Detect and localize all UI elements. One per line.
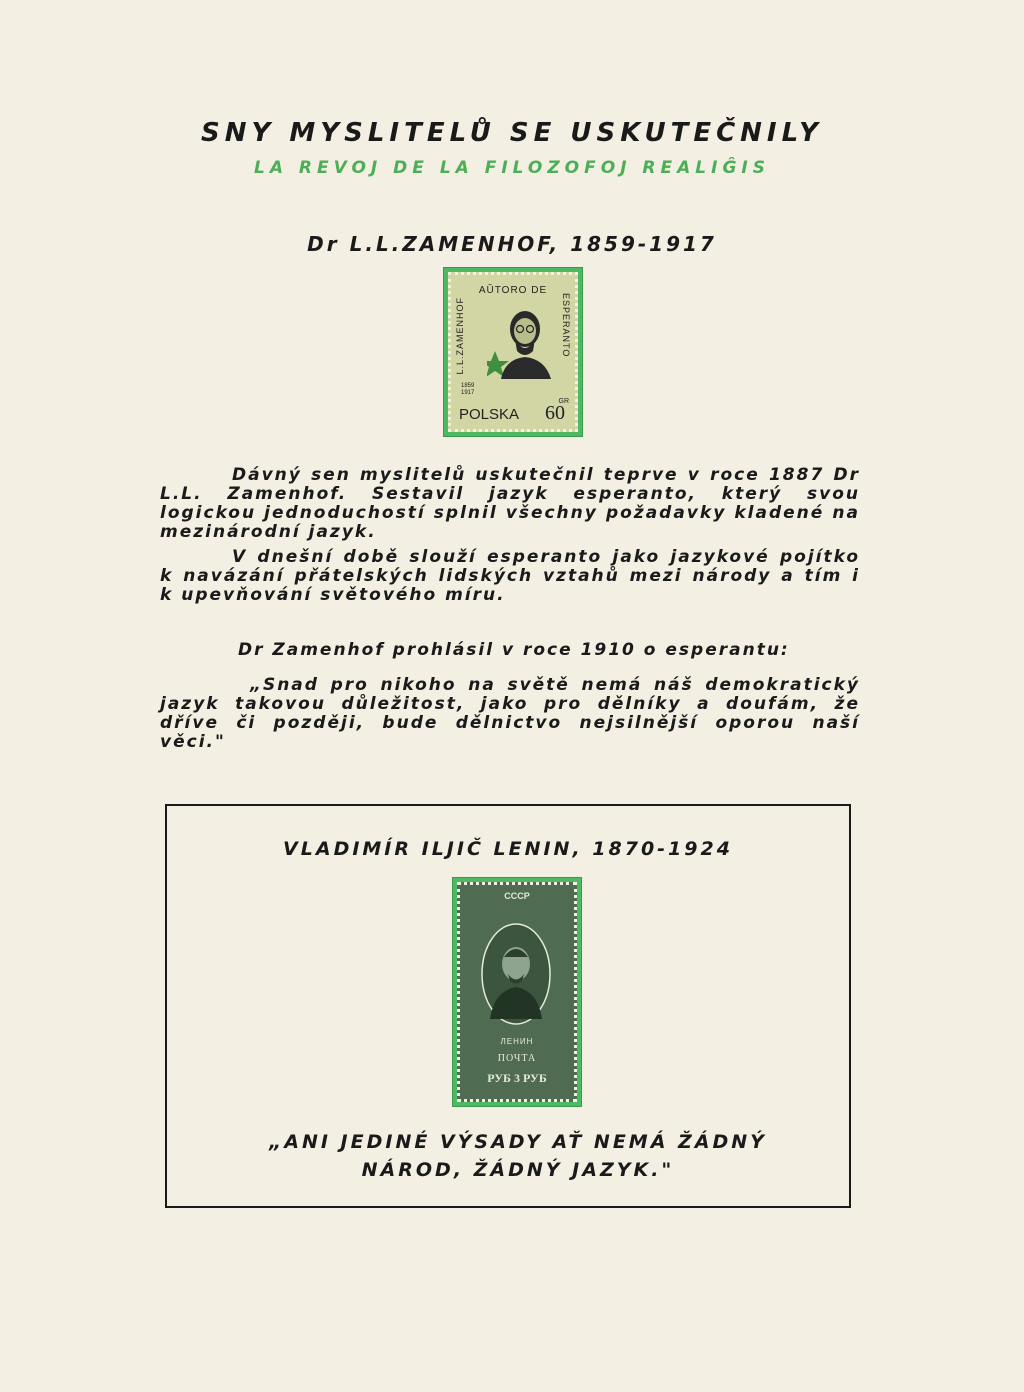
stamp-top-text: AŬTORO DE: [478, 285, 548, 296]
page-title: SNY MYSLITELŮ SE USKUTEČNILY: [201, 118, 823, 148]
stamp-bottom-text: ПОЧТА: [497, 1053, 537, 1064]
stamp-value: РУБ 3 РУБ: [487, 1071, 547, 1085]
lenin-portrait-icon: [480, 919, 552, 1029]
stamp-years: [461, 383, 474, 397]
stamp-right-text: ESPERANTO: [561, 293, 571, 358]
zamenhof-quote-intro: Dr Zamenhof prohlásil v roce 1910 o esperantu:: [238, 640, 790, 660]
stamp-country: POLSKA: [459, 406, 520, 423]
stamp-year-birth: 1859: [461, 383, 475, 389]
lenin-stamp-paper: [457, 882, 577, 1102]
stamp-name: ЛЕНИН: [500, 1037, 534, 1046]
zamenhof-heading: Dr L.L.ZAMENHOF, 1859-1917: [307, 232, 717, 256]
zamenhof-paragraph-1: Dávný sen myslitelů uskutečnil teprve v roce 1887 Dr L.L. Zamenhof. Sestavil jazyk esperanto, který svou logickou jednoduchostí splnil všechny požadavky kladené na mezinárodní jazyk.: [160, 465, 860, 542]
zamenhof-stamp: [444, 268, 582, 436]
lenin-quote: „ANI JEDINÉ VÝSADY AŤ NEMÁ ŽÁDNÝ NÁROD, ŽÁDNÝ JAZYK.": [269, 1131, 767, 1181]
zamenhof-stamp-paper: [448, 272, 578, 432]
stamp-left-text: L.L.ZAMENHOF: [455, 297, 465, 375]
zamenhof-paragraph-2: V dnešní době slouží esperanto jako jazykové pojítko k navázání přátelských lidských vztahů mezi národy a tím i k upevňování světového míru.: [160, 547, 860, 605]
page-subtitle-esperanto: LA REVOJ DE LA FILOZOFOJ REALIĜIS: [254, 158, 770, 178]
zamenhof-portrait-icon: [487, 299, 557, 379]
stamp-top-text: СССР: [504, 891, 530, 901]
stamp-value: 60: [545, 402, 565, 424]
stamp-unit: GR: [558, 398, 569, 405]
lenin-stamp: [453, 878, 581, 1106]
stamp-year-death: 1917: [461, 390, 475, 396]
lenin-heading: VLADIMÍR ILJIČ LENIN, 1870-1924: [283, 838, 733, 860]
lenin-section-box: [165, 804, 851, 1208]
zamenhof-quote: „Snad pro nikoho na světě nemá náš demokratický jazyk takovou důležitost, jako pro dělníky a doufám, že dříve či později, bude dělnictvo nejsilnější oporou naší věci.": [160, 675, 860, 752]
